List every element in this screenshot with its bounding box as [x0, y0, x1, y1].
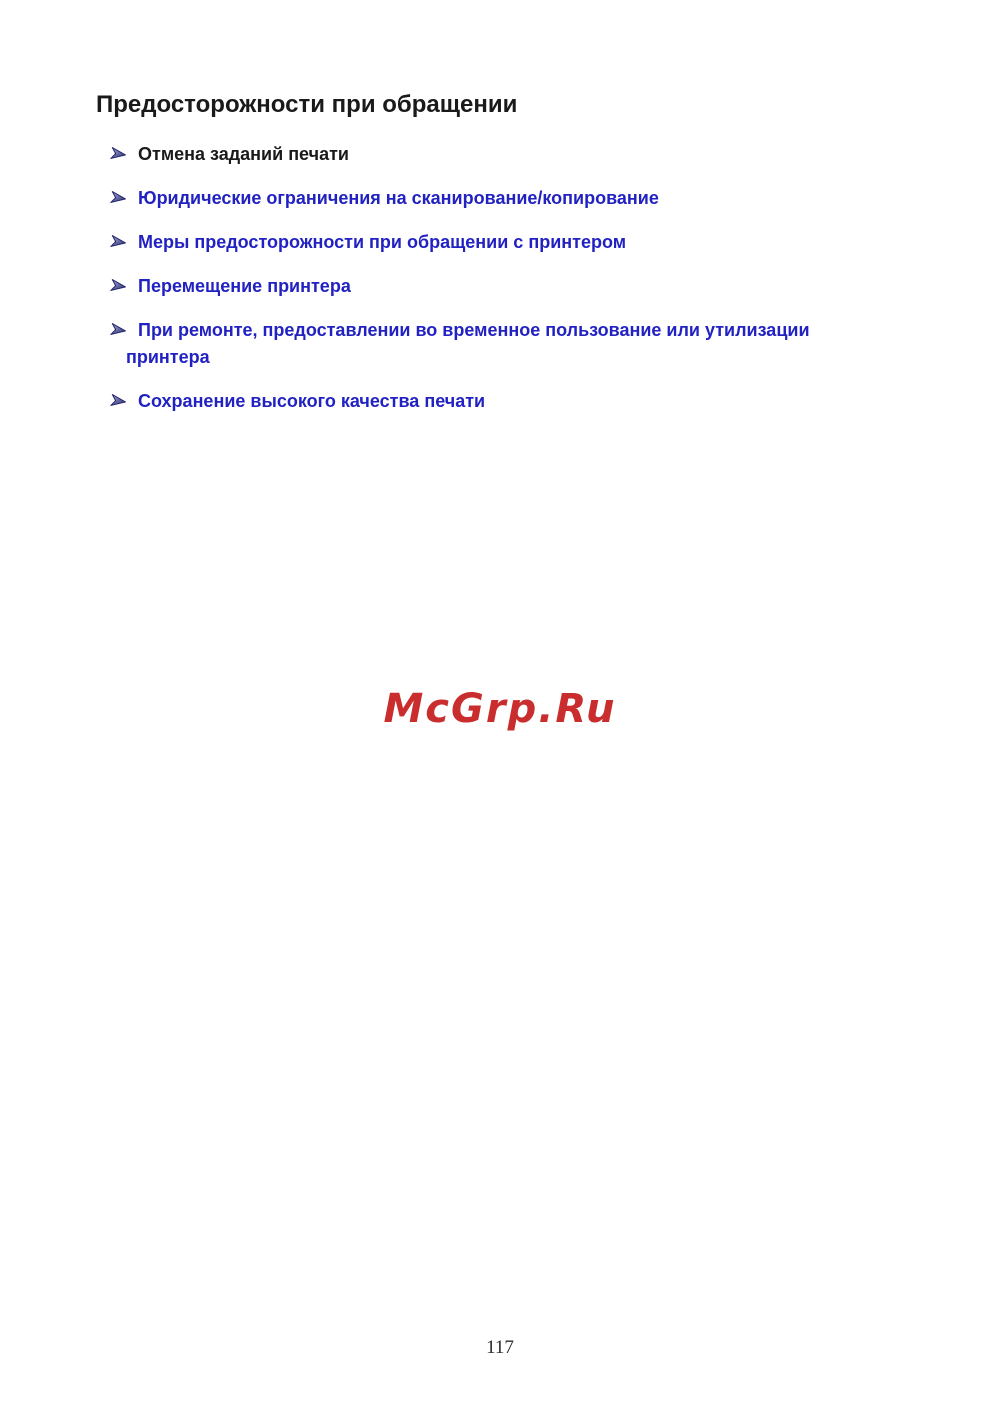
link-moving-printer[interactable]: Перемещение принтера [138, 276, 351, 296]
watermark-mcgrp: McGrp.Ru [383, 686, 617, 732]
arrow-bullet-icon [111, 236, 126, 249]
link-maintain-print-quality[interactable]: Сохранение высокого качества печати [138, 391, 486, 411]
link-legal-restrictions-scanning-copying[interactable]: Юридические ограничения на сканирование/копирование [138, 188, 659, 208]
list-item [96, 273, 841, 300]
arrow-bullet-icon [111, 148, 126, 161]
link-list [96, 141, 841, 432]
arrow-bullet-icon [111, 395, 126, 408]
list-item [96, 388, 841, 415]
list-item [96, 317, 841, 371]
list-item [96, 185, 841, 212]
list-item [96, 141, 841, 168]
page-title: Предосторожности при обращении [96, 91, 518, 118]
link-precautions-handling-printer[interactable]: Меры предосторожности при обращении с принтером [138, 232, 627, 252]
arrow-bullet-icon [111, 280, 126, 293]
arrow-bullet-icon [111, 192, 126, 205]
link-repair-lend-dispose-printer[interactable]: При ремонте, предоставлении во временное пользование или утилизации принтера [126, 320, 810, 367]
list-item [96, 229, 841, 256]
page-number: 117 [486, 1337, 514, 1358]
link-cancel-print-jobs[interactable]: Отмена заданий печати [138, 144, 349, 164]
arrow-bullet-icon [111, 324, 126, 337]
